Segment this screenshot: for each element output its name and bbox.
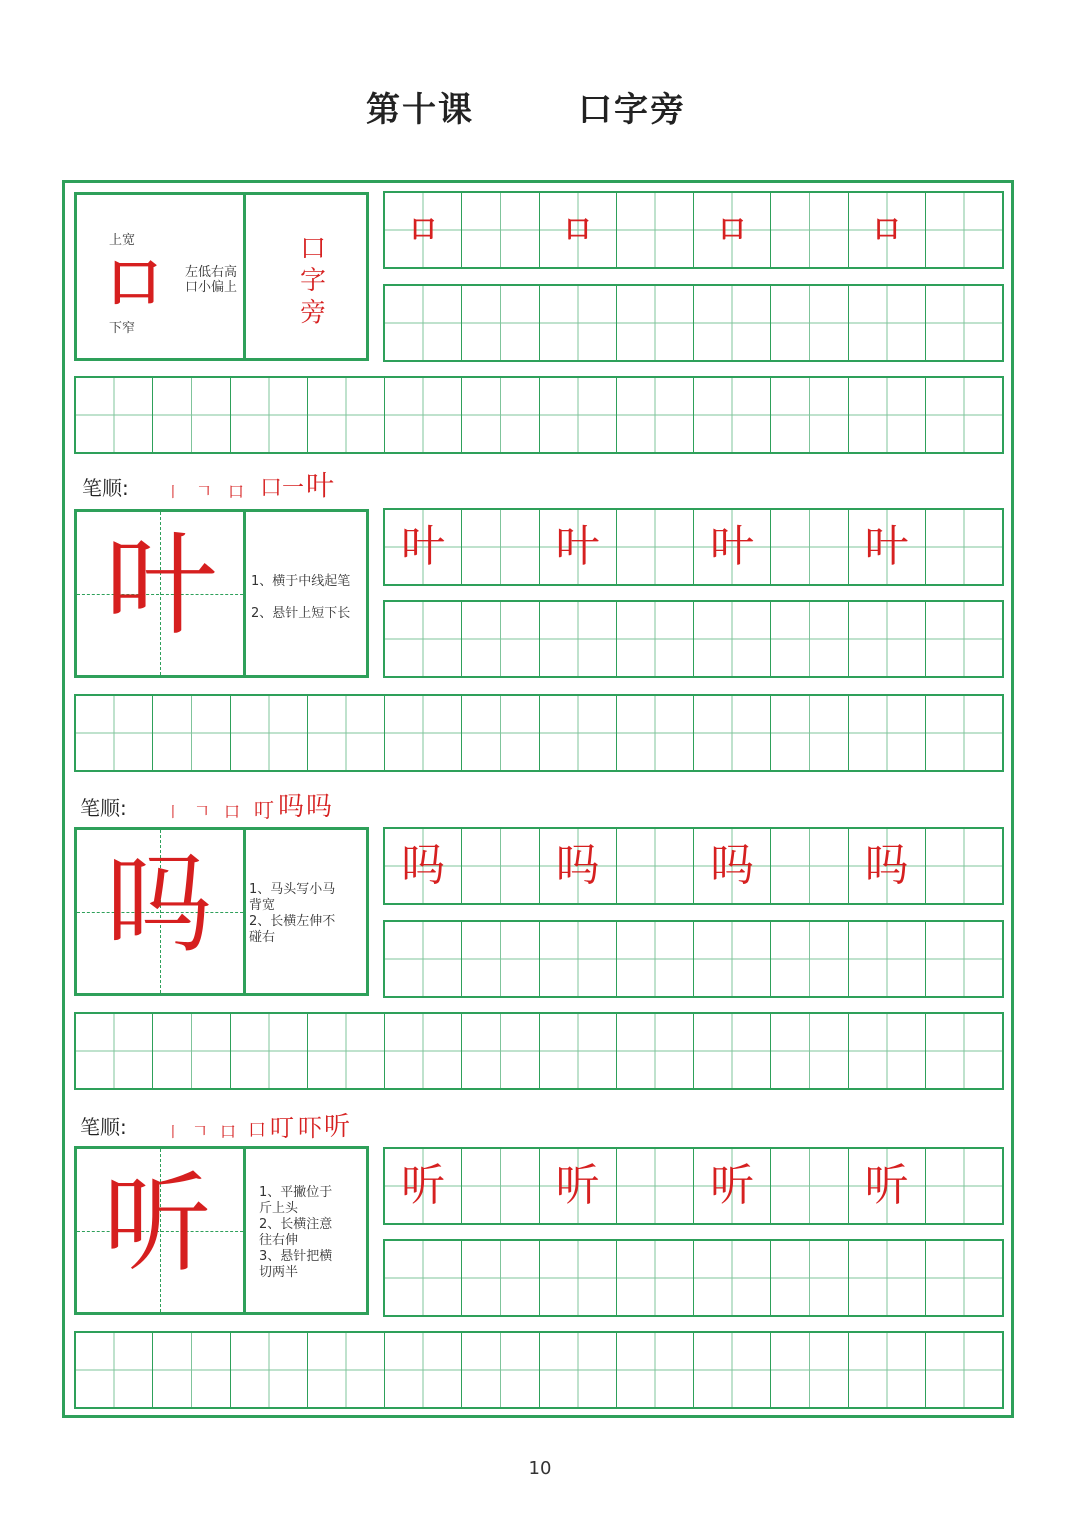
blank-cell[interactable] xyxy=(694,1014,771,1088)
model-cell: 口 xyxy=(385,193,462,267)
model-cell: 口 xyxy=(540,193,617,267)
blank-cell[interactable] xyxy=(153,696,230,770)
writing-notes: 1、平撇位于 斤上头 2、长横注意 往右伸 3、悬针把横 切两半 xyxy=(259,1185,333,1280)
blank-cell[interactable] xyxy=(926,1014,1002,1088)
blank-cell[interactable] xyxy=(849,1014,926,1088)
char-box-ting xyxy=(74,1146,369,1315)
blank-cell[interactable] xyxy=(462,510,539,584)
blank-cell[interactable] xyxy=(617,829,694,903)
blank-cell[interactable] xyxy=(153,1014,230,1088)
model-cell: 听 xyxy=(694,1149,771,1223)
lesson-number: 第十课 xyxy=(366,90,474,130)
blank-cell[interactable] xyxy=(153,378,230,452)
model-cell: 口 xyxy=(849,193,926,267)
practice-row-full xyxy=(74,376,1004,454)
blank-cell[interactable] xyxy=(540,602,617,676)
blank-cell[interactable] xyxy=(385,1333,462,1407)
blank-cell[interactable] xyxy=(462,378,539,452)
blank-cell[interactable] xyxy=(771,602,848,676)
model-cell: 听 xyxy=(385,1149,462,1223)
blank-cell[interactable] xyxy=(76,696,153,770)
blank-cell[interactable] xyxy=(462,1149,539,1223)
blank-cell[interactable] xyxy=(617,1241,694,1315)
blank-cell[interactable] xyxy=(385,922,462,996)
blank-cell[interactable] xyxy=(771,1014,848,1088)
blank-cell[interactable] xyxy=(926,510,1002,584)
blank-cell[interactable] xyxy=(926,602,1002,676)
blank-cell[interactable] xyxy=(385,696,462,770)
blank-cell[interactable] xyxy=(540,1241,617,1315)
practice-row-full xyxy=(74,694,1004,772)
blank-cell[interactable] xyxy=(617,1014,694,1088)
blank-cell[interactable] xyxy=(849,378,926,452)
blank-cell[interactable] xyxy=(926,829,1002,903)
model-cell: 吗 xyxy=(849,829,926,903)
blank-cell[interactable] xyxy=(926,1149,1002,1223)
model-cell: 听 xyxy=(540,1149,617,1223)
model-cell: 口 xyxy=(694,193,771,267)
blank-cell[interactable] xyxy=(462,1241,539,1315)
blank-cell[interactable] xyxy=(694,1241,771,1315)
blank-cell[interactable] xyxy=(385,1014,462,1088)
blank-cell[interactable] xyxy=(76,1014,153,1088)
blank-cell[interactable] xyxy=(694,286,771,360)
blank-cell[interactable] xyxy=(771,1241,848,1315)
blank-cell[interactable] xyxy=(308,1333,385,1407)
blank-cell[interactable] xyxy=(231,378,308,452)
blank-cell[interactable] xyxy=(462,193,539,267)
intro-box xyxy=(74,192,369,361)
blank-cell[interactable] xyxy=(385,286,462,360)
radical-label: 口 字 旁 xyxy=(299,234,326,328)
blank-cell[interactable] xyxy=(771,696,848,770)
blank-cell[interactable] xyxy=(540,922,617,996)
blank-cell[interactable] xyxy=(926,1241,1002,1315)
model-cell: 听 xyxy=(849,1149,926,1223)
stroke-order-label: 笔顺: xyxy=(82,476,129,500)
blank-cell[interactable] xyxy=(694,602,771,676)
writing-notes: 1、马头写小马 背宽 2、长横左伸不 碰右 xyxy=(249,882,336,945)
blank-cell[interactable] xyxy=(771,286,848,360)
blank-cell[interactable] xyxy=(617,510,694,584)
top-note: 上宽 xyxy=(109,233,136,248)
blank-cell[interactable] xyxy=(771,1333,848,1407)
blank-cell[interactable] xyxy=(694,696,771,770)
intro-char: 口 xyxy=(107,250,161,314)
model-cell: 吗 xyxy=(385,829,462,903)
bottom-note: 下窄 xyxy=(109,321,136,336)
blank-cell[interactable] xyxy=(849,1241,926,1315)
blank-cell[interactable] xyxy=(694,378,771,452)
stroke-order-steps: 丨 𠃍 口 口 叮 吓 听 xyxy=(166,1112,351,1142)
blank-cell[interactable] xyxy=(462,1333,539,1407)
stroke-order-steps: 丨 𠃍 口 口一 叶 xyxy=(166,469,335,502)
blank-cell[interactable] xyxy=(385,378,462,452)
char-box-ye xyxy=(74,509,369,678)
blank-cell[interactable] xyxy=(849,602,926,676)
practice-row xyxy=(383,191,1004,269)
model-cell: 吗 xyxy=(694,829,771,903)
practice-row xyxy=(383,1147,1004,1225)
char-box-ma xyxy=(74,827,369,996)
model-char: 听 xyxy=(103,1162,212,1287)
blank-cell[interactable] xyxy=(308,378,385,452)
blank-cell[interactable] xyxy=(540,378,617,452)
blank-cell[interactable] xyxy=(540,286,617,360)
blank-cell[interactable] xyxy=(617,602,694,676)
page-number: 10 xyxy=(528,1458,552,1479)
side-note: 左低右高 口小偏上 xyxy=(185,265,238,295)
practice-row-full xyxy=(74,1012,1004,1090)
page-title xyxy=(0,82,1080,132)
stroke-order-label: 笔顺: xyxy=(80,796,127,820)
blank-cell[interactable] xyxy=(771,378,848,452)
blank-cell[interactable] xyxy=(926,286,1002,360)
blank-cell[interactable] xyxy=(540,1014,617,1088)
practice-row-full xyxy=(74,1331,1004,1409)
blank-cell[interactable] xyxy=(462,922,539,996)
practice-row xyxy=(383,600,1004,678)
blank-cell[interactable] xyxy=(231,1014,308,1088)
blank-cell[interactable] xyxy=(771,1149,848,1223)
writing-notes: 1、横于中线起笔 2、悬针上短下长 xyxy=(251,574,351,621)
blank-cell[interactable] xyxy=(385,602,462,676)
stroke-order-label: 笔顺: xyxy=(80,1115,127,1139)
blank-cell[interactable] xyxy=(462,829,539,903)
blank-cell[interactable] xyxy=(926,378,1002,452)
blank-cell[interactable] xyxy=(926,696,1002,770)
blank-cell[interactable] xyxy=(694,922,771,996)
blank-cell[interactable] xyxy=(617,193,694,267)
blank-cell[interactable] xyxy=(308,696,385,770)
blank-cell[interactable] xyxy=(771,829,848,903)
blank-cell[interactable] xyxy=(231,696,308,770)
blank-cell[interactable] xyxy=(771,510,848,584)
blank-cell[interactable] xyxy=(76,378,153,452)
blank-cell[interactable] xyxy=(617,1333,694,1407)
blank-cell[interactable] xyxy=(540,696,617,770)
practice-row xyxy=(383,1239,1004,1317)
practice-row xyxy=(383,827,1004,905)
blank-cell[interactable] xyxy=(771,922,848,996)
blank-cell[interactable] xyxy=(849,286,926,360)
practice-row xyxy=(383,920,1004,998)
practice-row xyxy=(383,508,1004,586)
blank-cell[interactable] xyxy=(76,1333,153,1407)
blank-cell[interactable] xyxy=(849,922,926,996)
blank-cell[interactable] xyxy=(617,286,694,360)
blank-cell[interactable] xyxy=(462,602,539,676)
blank-cell[interactable] xyxy=(694,1333,771,1407)
blank-cell[interactable] xyxy=(926,922,1002,996)
model-cell: 叶 xyxy=(385,510,462,584)
blank-cell[interactable] xyxy=(462,286,539,360)
stroke-order-steps: 丨 𠃍 口 叮 吗 吗 xyxy=(166,792,333,822)
model-cell: 叶 xyxy=(540,510,617,584)
model-cell: 叶 xyxy=(694,510,771,584)
model-cell: 叶 xyxy=(849,510,926,584)
blank-cell[interactable] xyxy=(540,1333,617,1407)
model-char: 叶 xyxy=(105,521,217,651)
practice-row xyxy=(383,284,1004,362)
blank-cell[interactable] xyxy=(385,1241,462,1315)
blank-cell[interactable] xyxy=(617,696,694,770)
blank-cell[interactable] xyxy=(617,1149,694,1223)
blank-cell[interactable] xyxy=(231,1333,308,1407)
lesson-topic: 口字旁 xyxy=(578,90,686,130)
blank-cell[interactable] xyxy=(617,378,694,452)
blank-cell[interactable] xyxy=(617,922,694,996)
model-cell: 吗 xyxy=(540,829,617,903)
blank-cell[interactable] xyxy=(771,193,848,267)
blank-cell[interactable] xyxy=(462,696,539,770)
blank-cell[interactable] xyxy=(153,1333,230,1407)
blank-cell[interactable] xyxy=(926,1333,1002,1407)
blank-cell[interactable] xyxy=(926,193,1002,267)
blank-cell[interactable] xyxy=(849,1333,926,1407)
blank-cell[interactable] xyxy=(849,696,926,770)
blank-cell[interactable] xyxy=(308,1014,385,1088)
model-char: 吗 xyxy=(105,843,214,968)
blank-cell[interactable] xyxy=(462,1014,539,1088)
